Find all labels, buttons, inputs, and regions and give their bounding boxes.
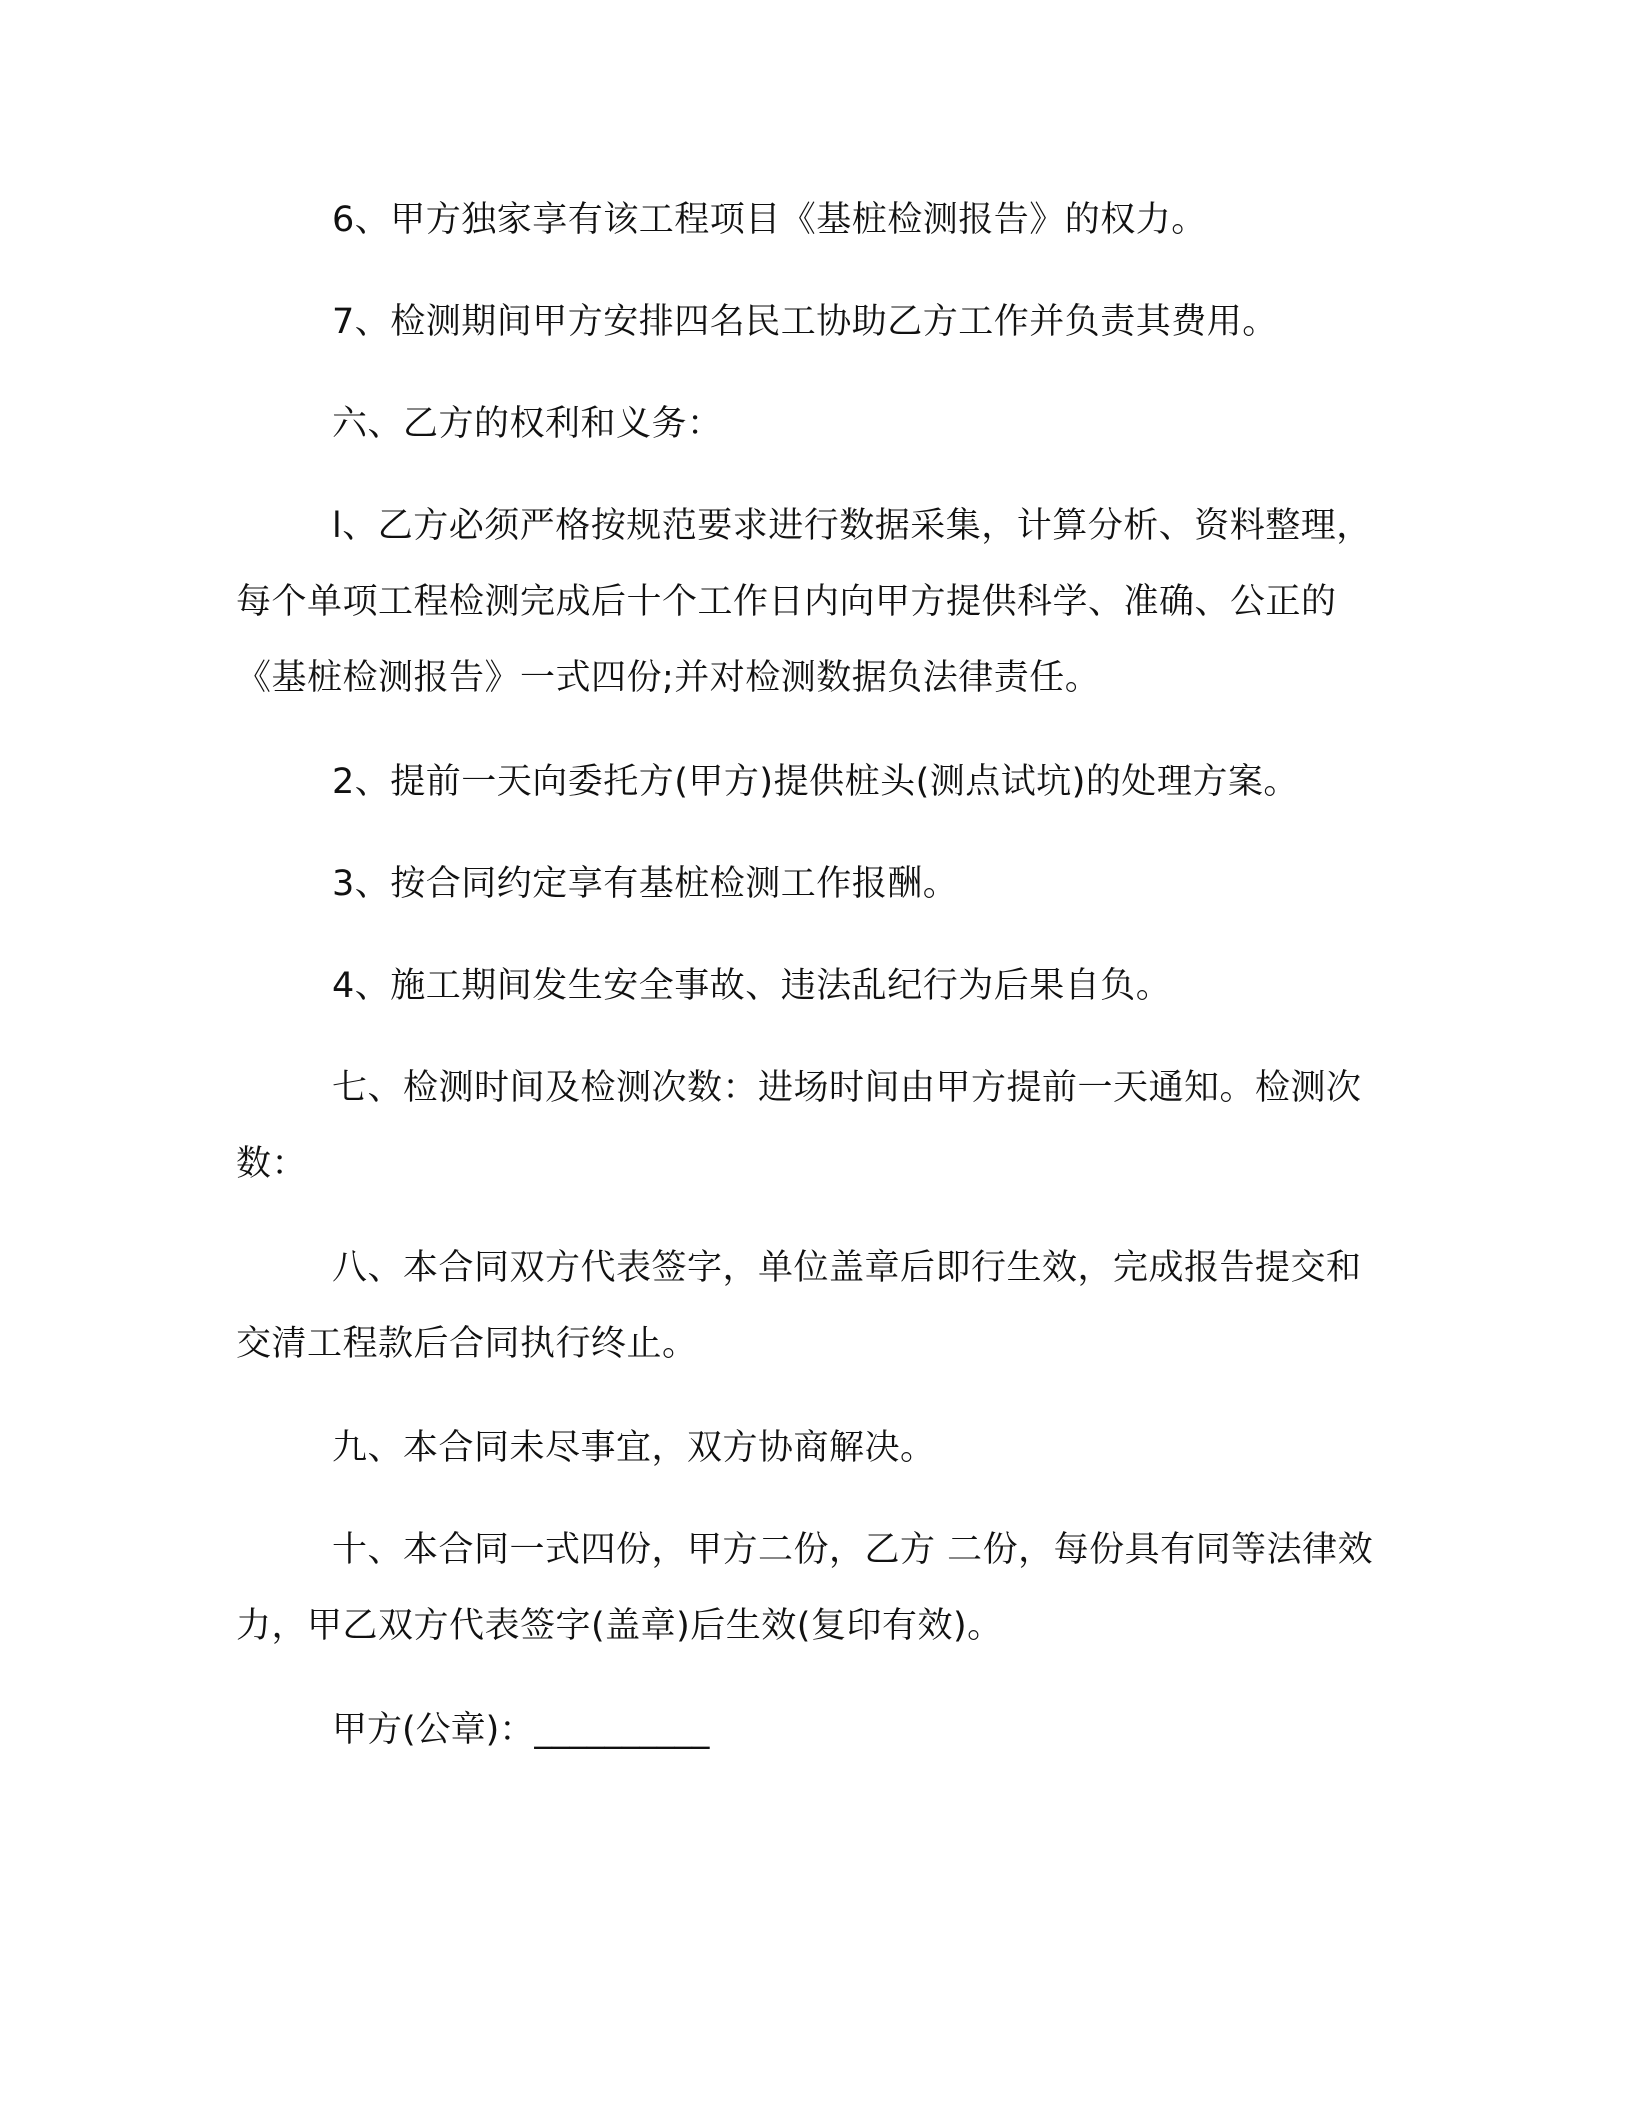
- clause-2-party-b-plan: 2、提前一天向委托方(甲方)提供桩头(测点试坑)的处理方案。: [332, 762, 1299, 802]
- party-a-seal-label: 甲方(公章)：: [332, 1710, 535, 1750]
- section-6-heading: 六、乙方的权利和义务：: [332, 404, 723, 444]
- signature-blank: __________: [534, 1710, 710, 1750]
- clause-3-party-b-payment: 3、按合同约定享有基桩检测工作报酬。: [332, 864, 959, 904]
- party-a-signature-line: [236, 1692, 1396, 1768]
- section-10-copies: 十、本合同一式四份，甲方二份，乙方 二份，每份具有同等法律效力，甲乙双方代表签字(盖章)后生效(复印有效)。: [236, 1530, 1374, 1646]
- section-9-negotiation: 九、本合同未尽事宜，双方协商解决。: [332, 1428, 936, 1468]
- clause-7-party-a-labor: 7、检测期间甲方安排四名民工协助乙方工作并负责其费用。: [332, 302, 1278, 342]
- section-8-effectiveness: 八、本合同双方代表签字，单位盖章后即行生效，完成报告提交和交清工程款后合同执行终止。: [236, 1248, 1362, 1364]
- clause-4-party-b-safety: 4、施工期间发生安全事故、违法乱纪行为后果自负。: [332, 966, 1172, 1006]
- section-7-schedule: 七、检测时间及检测次数：进场时间由甲方提前一天通知。检测次数：: [236, 1068, 1362, 1184]
- clause-1-party-b-duties: l、乙方必须严格按规范要求进行数据采集，计算分析、资料整理，每个单项工程检测完成后十个工作日内向甲方提供科学、准确、公正的《基桩检测报告》一式四份;并对检测数据负法律责任。: [236, 506, 1372, 698]
- clause-6-party-a-rights: 6、甲方独家享有该工程项目《基桩检测报告》的权力。: [332, 200, 1207, 240]
